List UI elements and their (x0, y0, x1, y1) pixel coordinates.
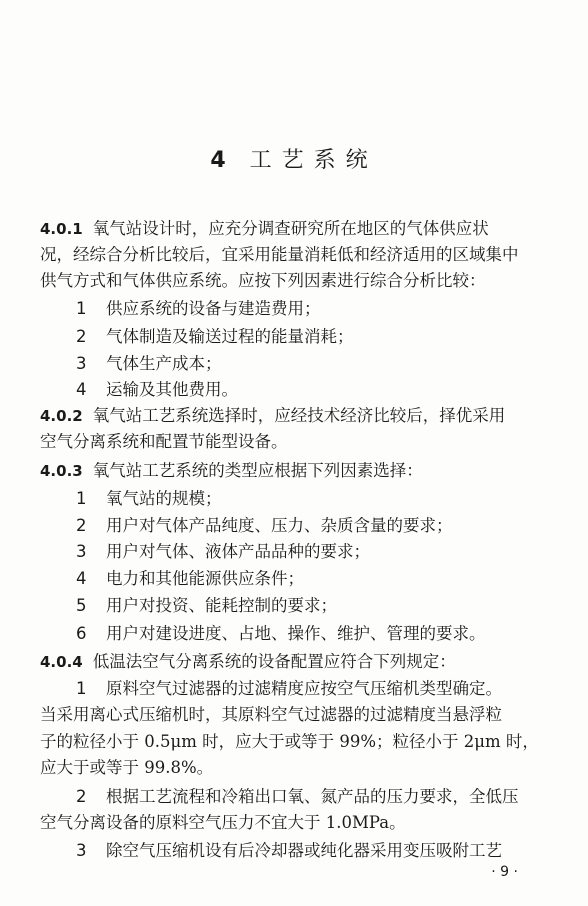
clause-number: 4.0.1 (40, 220, 83, 238)
item-number: 1 (76, 679, 87, 698)
clause-number: 4.0.2 (40, 407, 83, 425)
line-text: 电力和其他能源供应条件； (106, 569, 304, 588)
line-text: 空气分离系统和配置节能型设备。 (40, 432, 288, 451)
clause-number: 4.0.3 (40, 462, 83, 480)
line-text: 供气方式和气体供应系统。应按下列因素进行综合分析比较： (40, 271, 486, 290)
text-line (40, 271, 486, 291)
list-item (76, 542, 370, 562)
line-text: 根据工艺流程和冷箱出口氧、氮产品的压力要求，全低压 (106, 787, 519, 806)
clause-line (40, 461, 423, 481)
item-number: 1 (76, 489, 87, 508)
line-text: 原料空气过滤器的过滤精度应按空气压缩机类型确定。 (106, 679, 502, 698)
text-line (40, 813, 406, 833)
chapter-title-text: 工艺系统 (249, 148, 378, 173)
list-item (76, 380, 238, 400)
item-number: 1 (76, 299, 87, 318)
text-line (40, 432, 288, 452)
clause-line (40, 406, 505, 426)
line-text: 氧气站工艺系统的类型应根据下列因素选择： (92, 461, 423, 480)
line-text: 应大于或等于 99.8%。 (40, 758, 214, 777)
line-text: 低温法空气分离系统的设备配置应符合下列规定： (92, 652, 456, 671)
text-line (40, 705, 502, 725)
line-text: 用户对气体、液体产品品种的要求； (106, 542, 370, 561)
line-text: 供应系统的设备与建造费用； (106, 299, 321, 318)
clause-number: 4.0.4 (40, 653, 83, 671)
list-item (76, 327, 354, 347)
list-item (76, 516, 453, 536)
line-text: 子的粒径小于 0.5μm 时，应大于或等于 99%；粒径小于 2μm 时， (40, 732, 539, 751)
line-text: 空气分离设备的原料空气压力不宜大于 1.0MPa。 (40, 813, 406, 832)
list-item (76, 841, 502, 861)
list-item (76, 569, 304, 589)
text-line (40, 758, 213, 778)
clause-line (40, 652, 456, 672)
line-text: 用户对建设进度、占地、操作、维护、管理的要求。 (106, 624, 486, 643)
line-text: 气体制造及输送过程的能量消耗； (106, 327, 354, 346)
list-item (76, 596, 337, 616)
item-number: 3 (76, 354, 87, 373)
item-number: 4 (76, 380, 87, 399)
item-number: 3 (76, 841, 87, 860)
item-number: 2 (76, 327, 87, 346)
line-text: 氧气站的规模； (106, 489, 222, 508)
item-number: 2 (76, 516, 87, 535)
line-text: 用户对气体产品纯度、压力、杂质含量的要求； (106, 516, 453, 535)
item-number: 3 (76, 542, 87, 561)
list-item (76, 354, 222, 374)
item-number: 2 (76, 787, 87, 806)
line-text: 运输及其他费用。 (106, 380, 238, 399)
line-text: 除空气压缩机设有后冷却器或纯化器采用变压吸附工艺 (106, 841, 502, 860)
line-text: 况，经综合分析比较后，宜采用能量消耗低和经济适用的区域集中 (40, 245, 519, 264)
item-number: 5 (76, 596, 87, 615)
text-line (40, 245, 519, 265)
line-text: 当采用离心式压缩机时，其原料空气过滤器的过滤精度当悬浮粒 (40, 705, 502, 724)
list-item (76, 787, 519, 807)
list-item (76, 679, 502, 699)
list-item (76, 299, 321, 319)
chapter-number: 4 (210, 148, 236, 173)
list-item (76, 489, 222, 509)
text-line (40, 732, 539, 752)
clause-line (40, 219, 489, 239)
line-text: 气体生产成本； (106, 354, 222, 373)
page-number: · 9 · (491, 864, 518, 880)
line-text: 用户对投资、能耗控制的要求； (106, 596, 337, 615)
item-number: 4 (76, 569, 87, 588)
chapter-title (0, 143, 588, 174)
list-item (76, 624, 486, 644)
line-text: 氧气站工艺系统选择时，应经技术经济比较后，择优采用 (92, 406, 506, 425)
item-number: 6 (76, 624, 87, 643)
line-text: 氧气站设计时，应充分调查研究所在地区的气体供应状 (92, 219, 489, 238)
